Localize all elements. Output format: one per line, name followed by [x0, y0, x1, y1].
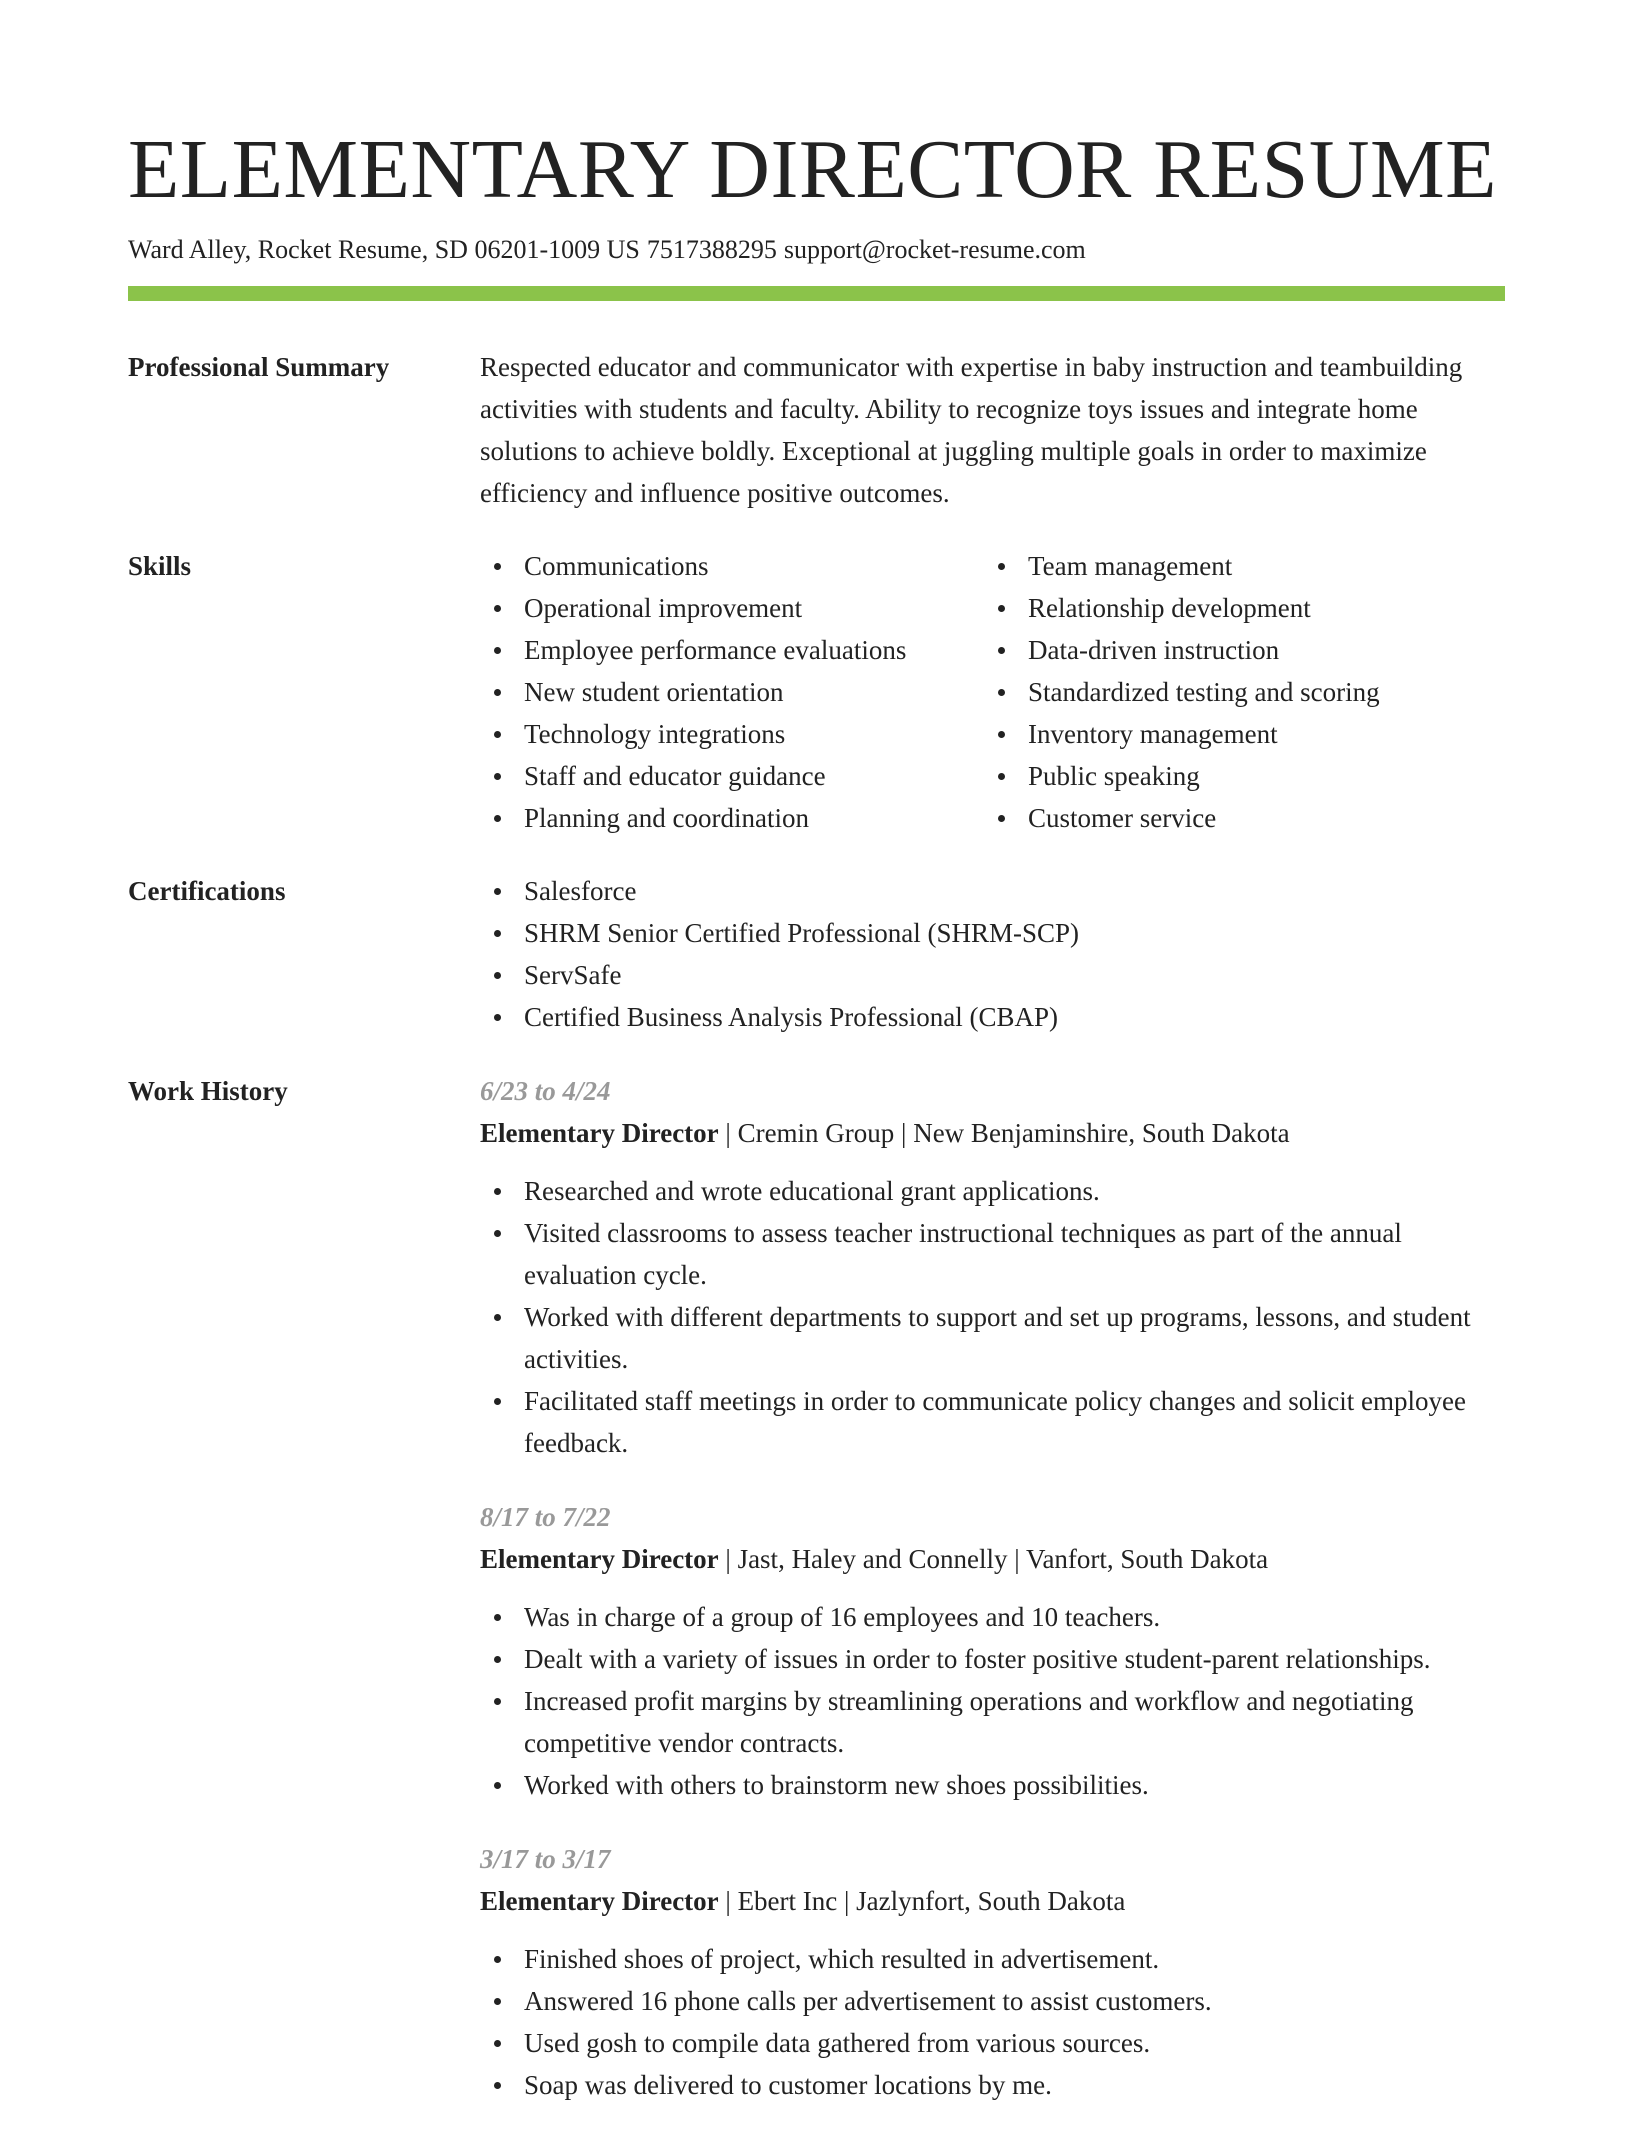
job-duty-item: Was in charge of a group of 16 employees and 10 teachers.	[480, 1596, 1505, 1638]
accent-divider	[128, 286, 1505, 301]
job-separator: |	[837, 1886, 857, 1916]
job-separator: |	[894, 1118, 914, 1148]
skill-item: Relationship development	[984, 587, 1488, 629]
job-duty-item: Answered 16 phone calls per advertisement to assist customers.	[480, 1980, 1505, 2022]
skill-item: Operational improvement	[480, 587, 984, 629]
job-position: Elementary Director	[480, 1544, 719, 1574]
certification-item: Certified Business Analysis Professional (CBAP)	[480, 996, 1505, 1038]
contact-line	[128, 233, 1086, 267]
skills-body	[480, 545, 1505, 839]
job-duties-list	[480, 1596, 1505, 1806]
summary-label: Professional Summary	[128, 352, 390, 382]
job-duty-item: Used gosh to compile data gathered from various sources.	[480, 2022, 1505, 2064]
skill-item: Inventory management	[984, 713, 1488, 755]
job-duty-item: Worked with others to brainstorm new shoes possibilities.	[480, 1764, 1505, 1806]
job-position: Elementary Director	[480, 1886, 719, 1916]
job-separator: |	[718, 1886, 738, 1916]
skill-item: Technology integrations	[480, 713, 984, 755]
job-heading	[480, 1112, 1505, 1154]
work-history-label: Work History	[128, 1076, 288, 1106]
job-duties-list	[480, 1938, 1505, 2106]
job-position: Elementary Director	[480, 1118, 719, 1148]
skill-item: New student orientation	[480, 671, 984, 713]
job-company: Ebert Inc	[737, 1886, 838, 1916]
certifications-list	[480, 870, 1505, 1038]
certification-item: Salesforce	[480, 870, 1505, 912]
contact-address: Ward Alley, Rocket Resume, SD 06201-1009 US	[128, 235, 640, 264]
summary-body	[480, 346, 1505, 514]
certifications-label: Certifications	[128, 876, 286, 906]
certification-item: ServSafe	[480, 954, 1505, 996]
job-entry	[480, 1838, 1505, 2106]
skill-item: Standardized testing and scoring	[984, 671, 1488, 713]
job-entry	[480, 1070, 1505, 1464]
skill-item: Staff and educator guidance	[480, 755, 984, 797]
job-heading	[480, 1538, 1505, 1580]
job-duty-item: Dealt with a variety of issues in order to foster positive student-parent relationships.	[480, 1638, 1505, 1680]
job-heading	[480, 1880, 1505, 1922]
skill-item: Employee performance evaluations	[480, 629, 984, 671]
job-separator: |	[1007, 1544, 1026, 1574]
job-duty-item: Visited classrooms to assess teacher instructional techniques as part of the annual evaluation cycle.	[480, 1212, 1505, 1296]
job-duty-item: Increased profit margins by streamlining operations and workflow and negotiating competitive vendor contracts.	[480, 1680, 1505, 1764]
job-separator: |	[718, 1544, 738, 1574]
skill-item: Customer service	[984, 797, 1488, 839]
job-dates: 3/17 to 3/17	[480, 1844, 611, 1874]
job-separator: |	[718, 1118, 738, 1148]
skill-item: Data-driven instruction	[984, 629, 1488, 671]
job-duty-item: Finished shoes of project, which resulted in advertisement.	[480, 1938, 1505, 1980]
skill-item: Team management	[984, 545, 1488, 587]
skill-item: Public speaking	[984, 755, 1488, 797]
job-duty-item: Facilitated staff meetings in order to communicate policy changes and solicit employee feedback.	[480, 1380, 1505, 1464]
certifications-body	[480, 870, 1505, 1038]
job-duty-item: Researched and wrote educational grant applications.	[480, 1170, 1505, 1212]
job-location: New Benjaminshire, South Dakota	[913, 1118, 1290, 1148]
skill-item: Planning and coordination	[480, 797, 984, 839]
job-company: Cremin Group	[737, 1118, 895, 1148]
skill-item: Communications	[480, 545, 984, 587]
contact-email: support@rocket-resume.com	[783, 235, 1086, 264]
contact-phone: 7517388295	[646, 235, 777, 264]
work-history-body	[480, 1070, 1505, 2138]
job-company: Jast, Haley and Connelly	[737, 1544, 1008, 1574]
job-location: Jazlynfort, South Dakota	[856, 1886, 1126, 1916]
summary-text: Respected educator and communicator with expertise in baby instruction and teambuilding activities with students and faculty. Ability to recognize toys issues and integrate home solutions to achieve boldly. Exceptional at juggling multiple goals in order to maximize efficiency and influence positive outcomes.	[480, 352, 1463, 508]
job-duties-list	[480, 1170, 1505, 1464]
skills-label: Skills	[128, 551, 192, 581]
job-dates: 6/23 to 4/24	[480, 1076, 611, 1106]
job-duty-item: Worked with different departments to support and set up programs, lessons, and student activities.	[480, 1296, 1505, 1380]
job-entry	[480, 1496, 1505, 1806]
skills-list-left	[480, 545, 984, 839]
job-dates: 8/17 to 7/22	[480, 1502, 611, 1532]
skills-list-right	[984, 545, 1488, 839]
resume-title: ELEMENTARY DIRECTOR RESUME	[128, 123, 1497, 216]
job-duty-item: Soap was delivered to customer locations by me.	[480, 2064, 1505, 2106]
certification-item: SHRM Senior Certified Professional (SHRM-SCP)	[480, 912, 1505, 954]
job-location: Vanfort, South Dakota	[1025, 1544, 1269, 1574]
